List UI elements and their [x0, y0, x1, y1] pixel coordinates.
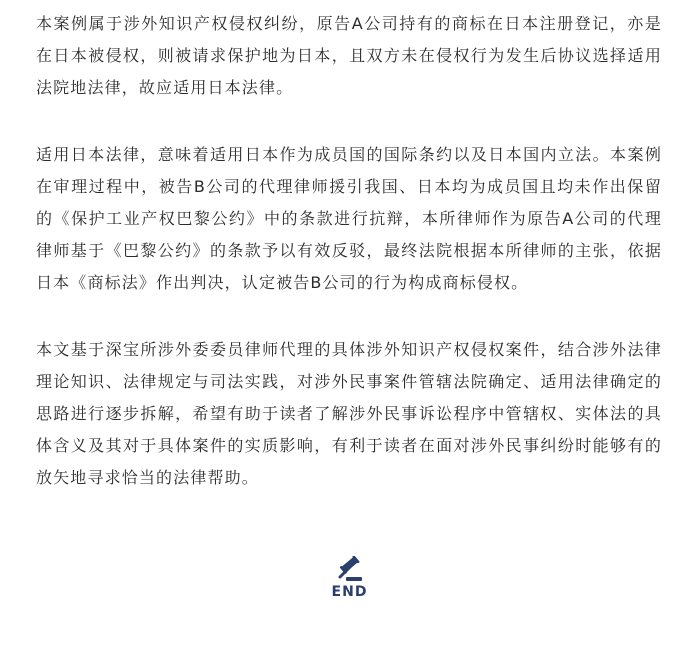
paragraph-2: 适用日本法律，意味着适用日本作为成员国的国际条约以及日本国内立法。本案例在审理过程中，被告B公司的代理律师援引我国、日本均为成员国且均未作出保留的《保护工业产权巴黎公约》中的条款进行抗辩，本所律师作为原告A公司的代理律师基于《巴黎公约》的条款予以有效反驳，最终法院根据本所律师的主张，依据日本《商标法》作出判决，认定被告B公司的行为构成商标侵权。 — [36, 145, 662, 292]
end-label: END — [331, 584, 368, 600]
paragraph-1: 本案例属于涉外知识产权侵权纠纷，原告A公司持有的商标在日本注册登记，亦是在日本被侵权，则被请求保护地为日本，且双方未在侵权行为发生后协议选择适用法院地法律，故应适用日本法律。 — [36, 14, 662, 97]
end-marker — [0, 556, 699, 606]
article-body — [36, 8, 662, 494]
paragraph-3: 本文基于深宝所涉外委委员律师代理的具体涉外知识产权侵权案件，结合涉外法律理论知识、法律规定与司法实践，对涉外民事案件管辖法院确定、适用法律确定的思路进行逐步拆解，希望有助于读者了解涉外民事诉讼程序中管辖权、实体法的具体含义及其对于具体案件的实质影响，有利于读者在面对涉外民事纠纷时能够有的放矢地寻求恰当的法律帮助。 — [36, 340, 662, 487]
gavel-icon — [336, 556, 364, 582]
